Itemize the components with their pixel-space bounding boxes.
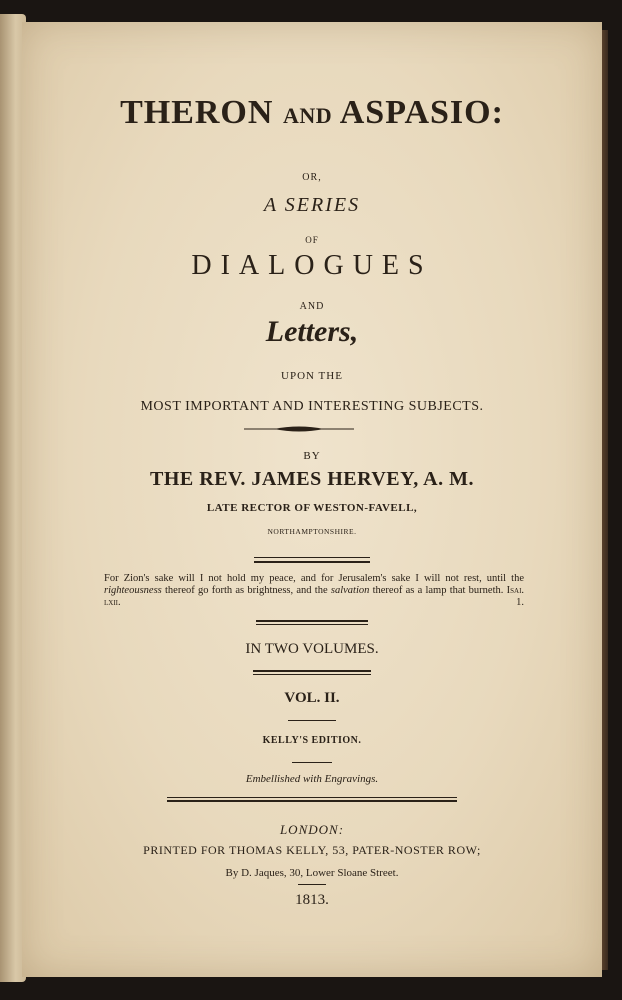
or-text: OR, bbox=[302, 172, 322, 183]
double-rule-4 bbox=[22, 797, 602, 805]
volume-number: VOL. II. bbox=[284, 690, 340, 706]
subjects-text: MOST IMPORTANT AND INTERESTING SUBJECTS. bbox=[140, 399, 484, 414]
letters-text: Letters, bbox=[265, 315, 359, 348]
double-rule-3 bbox=[22, 670, 602, 678]
title-page bbox=[22, 22, 602, 977]
epigraph-part-1: For Zion's sake will I not hold my peace, and for Jerusalem's sake I will not rest, until the bbox=[104, 573, 524, 584]
and-text: AND bbox=[299, 301, 325, 312]
printed-for-text: PRINTED FOR THOMAS KELLY, 53, PATER-NOSTER ROW; bbox=[143, 843, 481, 857]
epigraph-emphasis-1: righteousness bbox=[104, 585, 162, 596]
of-text: OF bbox=[305, 235, 319, 245]
epigraph-part-2: thereof go forth as brightness, and the bbox=[165, 585, 328, 596]
single-rule-3 bbox=[22, 884, 602, 886]
by-text: BY bbox=[303, 450, 321, 462]
printer-text: By D. Jaques, 30, Lower Sloane Street. bbox=[225, 867, 399, 879]
author-name: THE REV. JAMES HERVEY, A. M. bbox=[150, 468, 474, 490]
volumes-text: IN TWO VOLUMES. bbox=[245, 641, 379, 657]
double-rule-1 bbox=[22, 557, 602, 565]
title-word-theron: THERON bbox=[120, 94, 274, 131]
epigraph-reference: Isai. lxii. 1. bbox=[104, 585, 525, 608]
single-rule-1 bbox=[22, 720, 602, 722]
author-position: LATE RECTOR OF WESTON-FAVELL, bbox=[206, 502, 418, 514]
city-text: LONDON: bbox=[279, 822, 345, 837]
series-text: A SERIES bbox=[263, 194, 361, 216]
title-word-and: AND bbox=[282, 103, 333, 128]
embellished-text: Embellished with Engravings. bbox=[245, 773, 379, 785]
publication-year: 1813. bbox=[295, 892, 329, 908]
dialogues-text: DIALOGUES bbox=[191, 250, 433, 281]
single-rule-2 bbox=[22, 762, 602, 764]
upon-text: UPON THE bbox=[281, 370, 343, 382]
book-title bbox=[22, 94, 602, 132]
title-word-aspasio: ASPASIO: bbox=[339, 94, 504, 131]
author-county: NORTHAMPTONSHIRE. bbox=[267, 527, 357, 536]
epigraph-emphasis-2: salvation bbox=[330, 585, 370, 596]
edition-text: KELLY'S EDITION. bbox=[262, 735, 362, 746]
ornament-rule bbox=[244, 424, 354, 434]
double-rule-2 bbox=[22, 620, 602, 628]
epigraph-part-3: thereof as a lamp that burneth. bbox=[372, 585, 504, 596]
epigraph bbox=[104, 573, 524, 609]
